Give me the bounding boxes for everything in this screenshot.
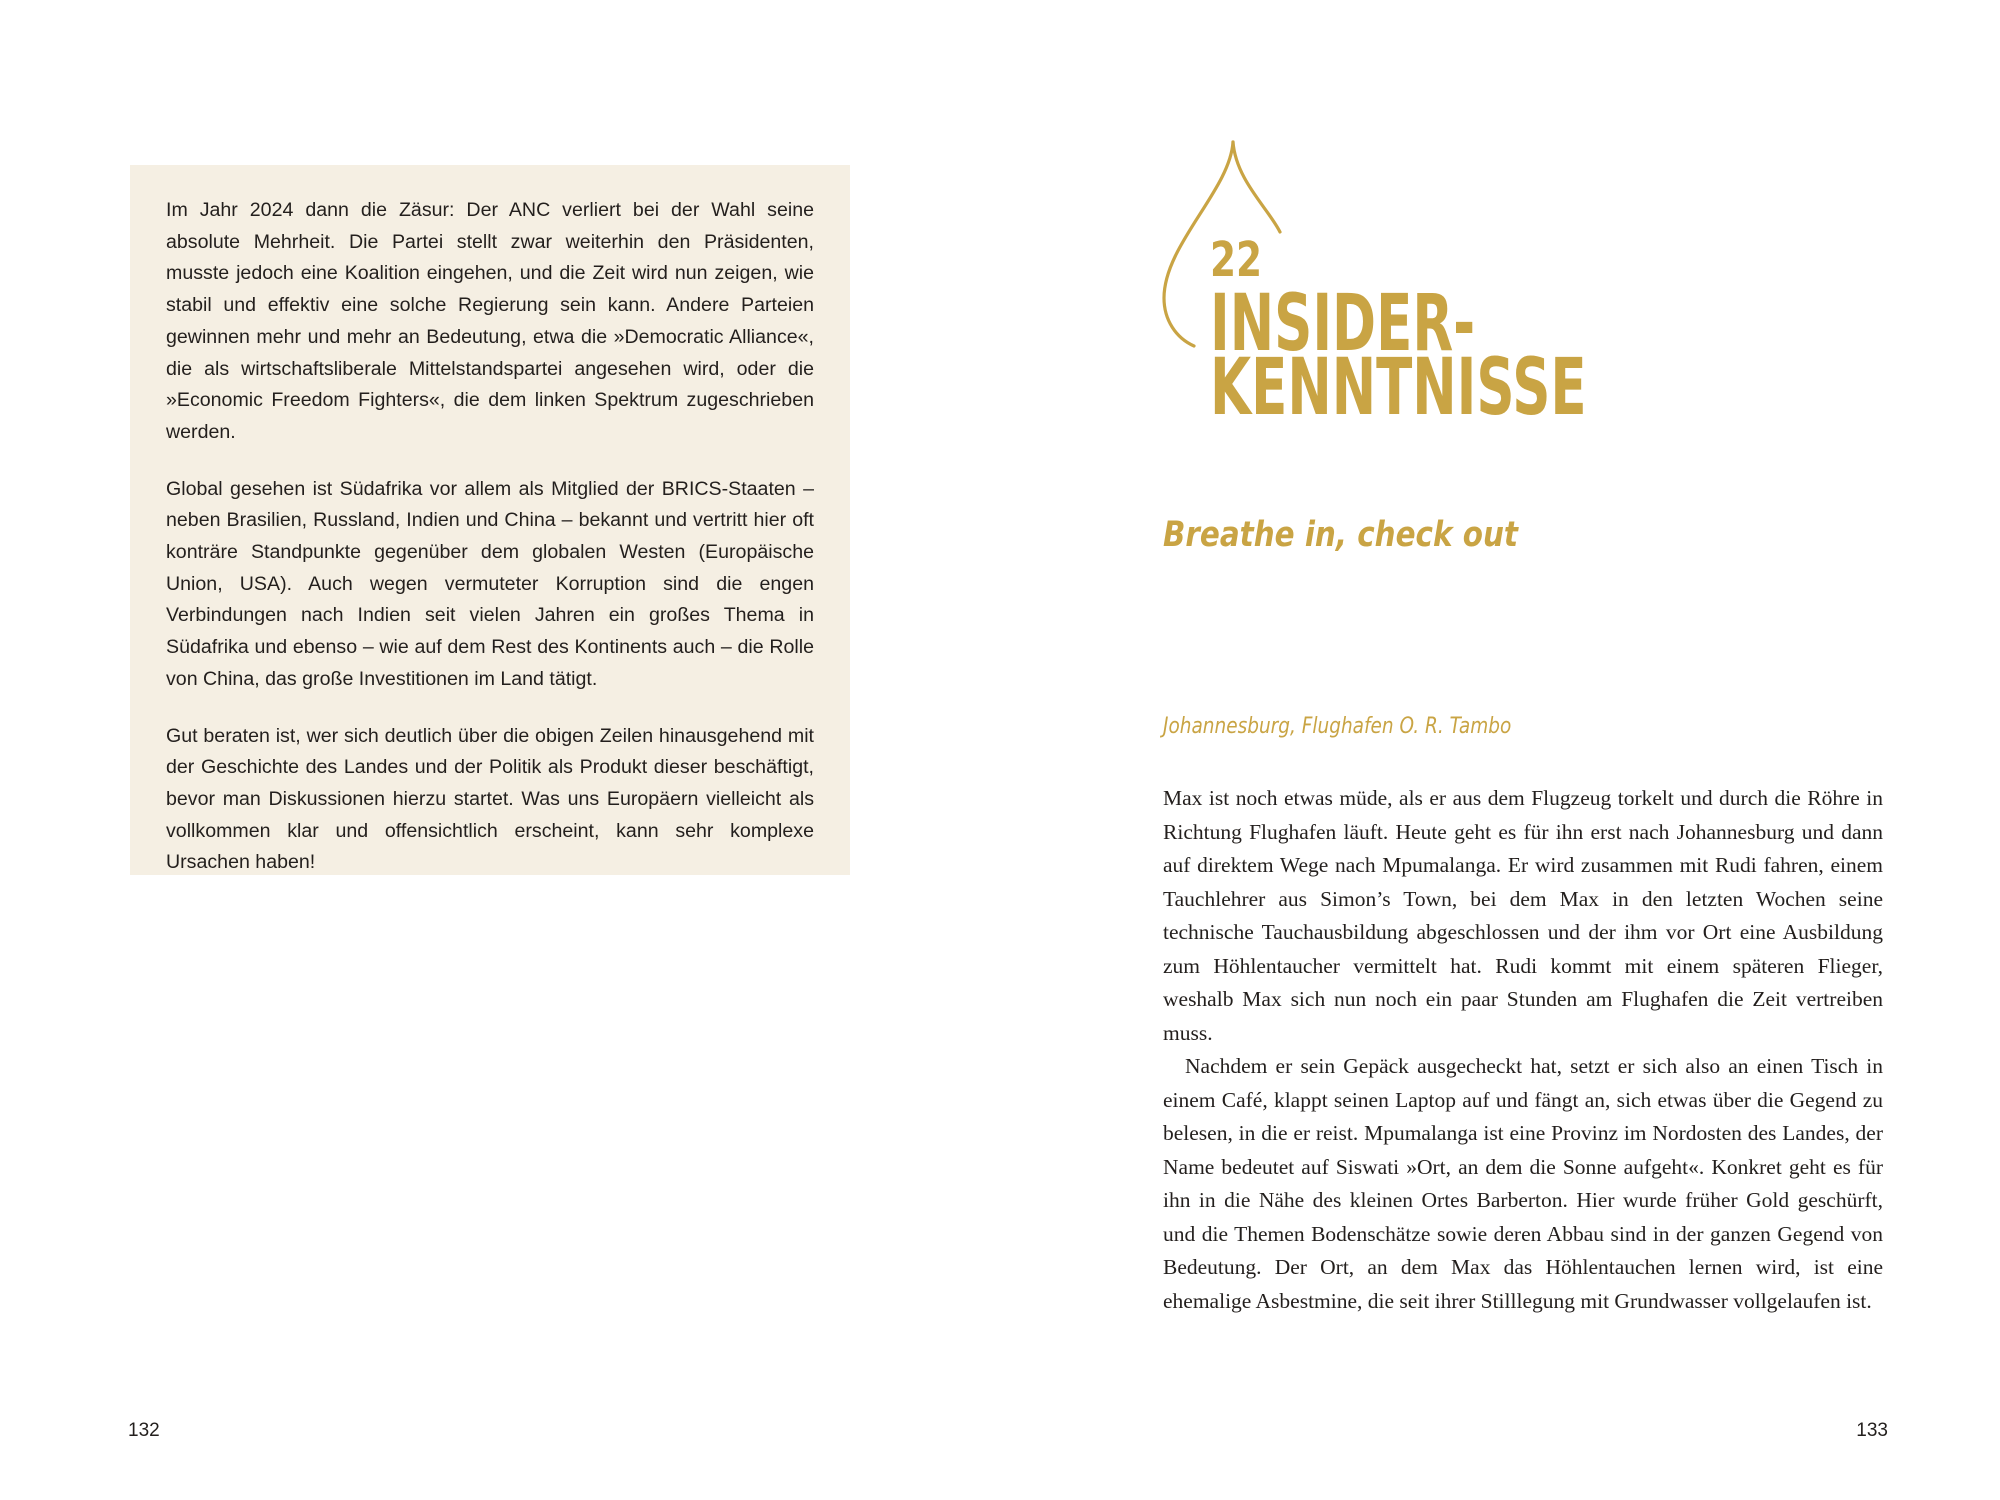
chapter-subtitle: Breathe in, check out — [1163, 515, 1518, 555]
chapter-title-line-2: KENNTNISSE — [1210, 343, 1587, 433]
body-paragraph-2: Nachdem er sein Gepäck ausgecheckt hat, setzt er sich also an einen Tisch in einem Café, klappt seinen Laptop auf und fängt an, sich etwas über die Gegend zu belesen, in die er reist. Mpumalanga ist eine Provinz im Nordosten des Landes, der Name bedeutet auf Siswati »Ort, an dem die Sonne aufgeht«. Konkret geht es für ihn in die Nähe des kleinen Ortes Barberton. Hier wurde früher Gold geschürft, und die Themen Bodenschätze sowie deren Abbau sind in der ganzen Gegend von Bedeutung. Der Ort, an dem Max das Höhlentauchen lernen wird, ist eine ehemalige Asbestmine, die seit ihrer Stilllegung mit Grundwasser vollgelaufen ist. — [1163, 1054, 1883, 1313]
info-paragraph-1: Im Jahr 2024 dann die Zäsur: Der ANC verliert bei der Wahl seine absolute Mehrheit. Die Partei stellt zwar weiterhin den Präsidenten, musste jedoch eine Koalition eingehen, und die Zeit wird nun zeigen, wie stabil und effektiv eine solche Regierung sein kann. Andere Parteien gewinnen mehr und mehr an Bedeutung, etwa die »Democratic Alliance«, die als wirtschaftsliberale Mittelstandspartei angesehen wird, oder die »Economic Freedom Fighters«, die dem linken Spektrum zugeschrieben werden. — [166, 199, 814, 443]
page-number-left: 132 — [128, 1420, 160, 1441]
body-paragraph-1: Max ist noch etwas müde, als er aus dem Flugzeug torkelt und durch die Röhre in Richtung Flughafen läuft. Heute geht es für ihn erst nach Johannesburg und dann auf direktem Wege nach Mpumalanga. Er wird zusammen mit Rudi fahren, einem Tauchlehrer aus Simon’s Town, bei dem Max in den letzten Wochen seine technische Tauchausbildung abgeschlossen und der ihm vor Ort eine Ausbildung zum Höhlentaucher vermittelt hat. Rudi kommt mit einem späteren Flieger, weshalb Max sich nun noch ein paar Stunden am Flughafen die Zeit vertreiben muss. — [1163, 786, 1883, 1045]
page-number-right: 133 — [1856, 1420, 1888, 1441]
info-paragraph-2: Global gesehen ist Südafrika vor allem als Mitglied der BRICS-Staaten – neben Brasilien, Russland, Indien und China – bekannt und vertritt hier oft konträre Standpunkte gegenüber dem globalen Westen (Europäische Union, USA). Auch wegen vermuteter Korruption sind die engen Verbindungen nach Indien seit vielen Jahren ein großes Thema in Südafrika und ebenso – wie auf dem Rest des Kontinents auch – die Rolle von China, das große Investitionen im Land tätigt. — [166, 477, 814, 690]
chapter-number: 22 — [1210, 232, 1263, 288]
chapter-title-line-1: INSIDER- — [1210, 279, 1476, 369]
body-text — [1163, 782, 1883, 1318]
info-paragraph-3: Gut beraten ist, wer sich deutlich über die obigen Zeilen hinausgehend mit der Geschichte des Landes und der Politik als Produkt dieser beschäftigt, bevor man Diskussionen hierzu startet. Was uns Europäern vielleicht als vollkommen klar und offensichtlich erscheint, kann sehr komplexe Ursachen haben! — [166, 724, 814, 874]
location-heading: Johannesburg, Flughafen O. R. Tambo — [1163, 714, 1512, 739]
chapter-title — [1210, 279, 1587, 433]
right-page — [1000, 0, 2000, 1500]
info-box — [130, 165, 850, 875]
